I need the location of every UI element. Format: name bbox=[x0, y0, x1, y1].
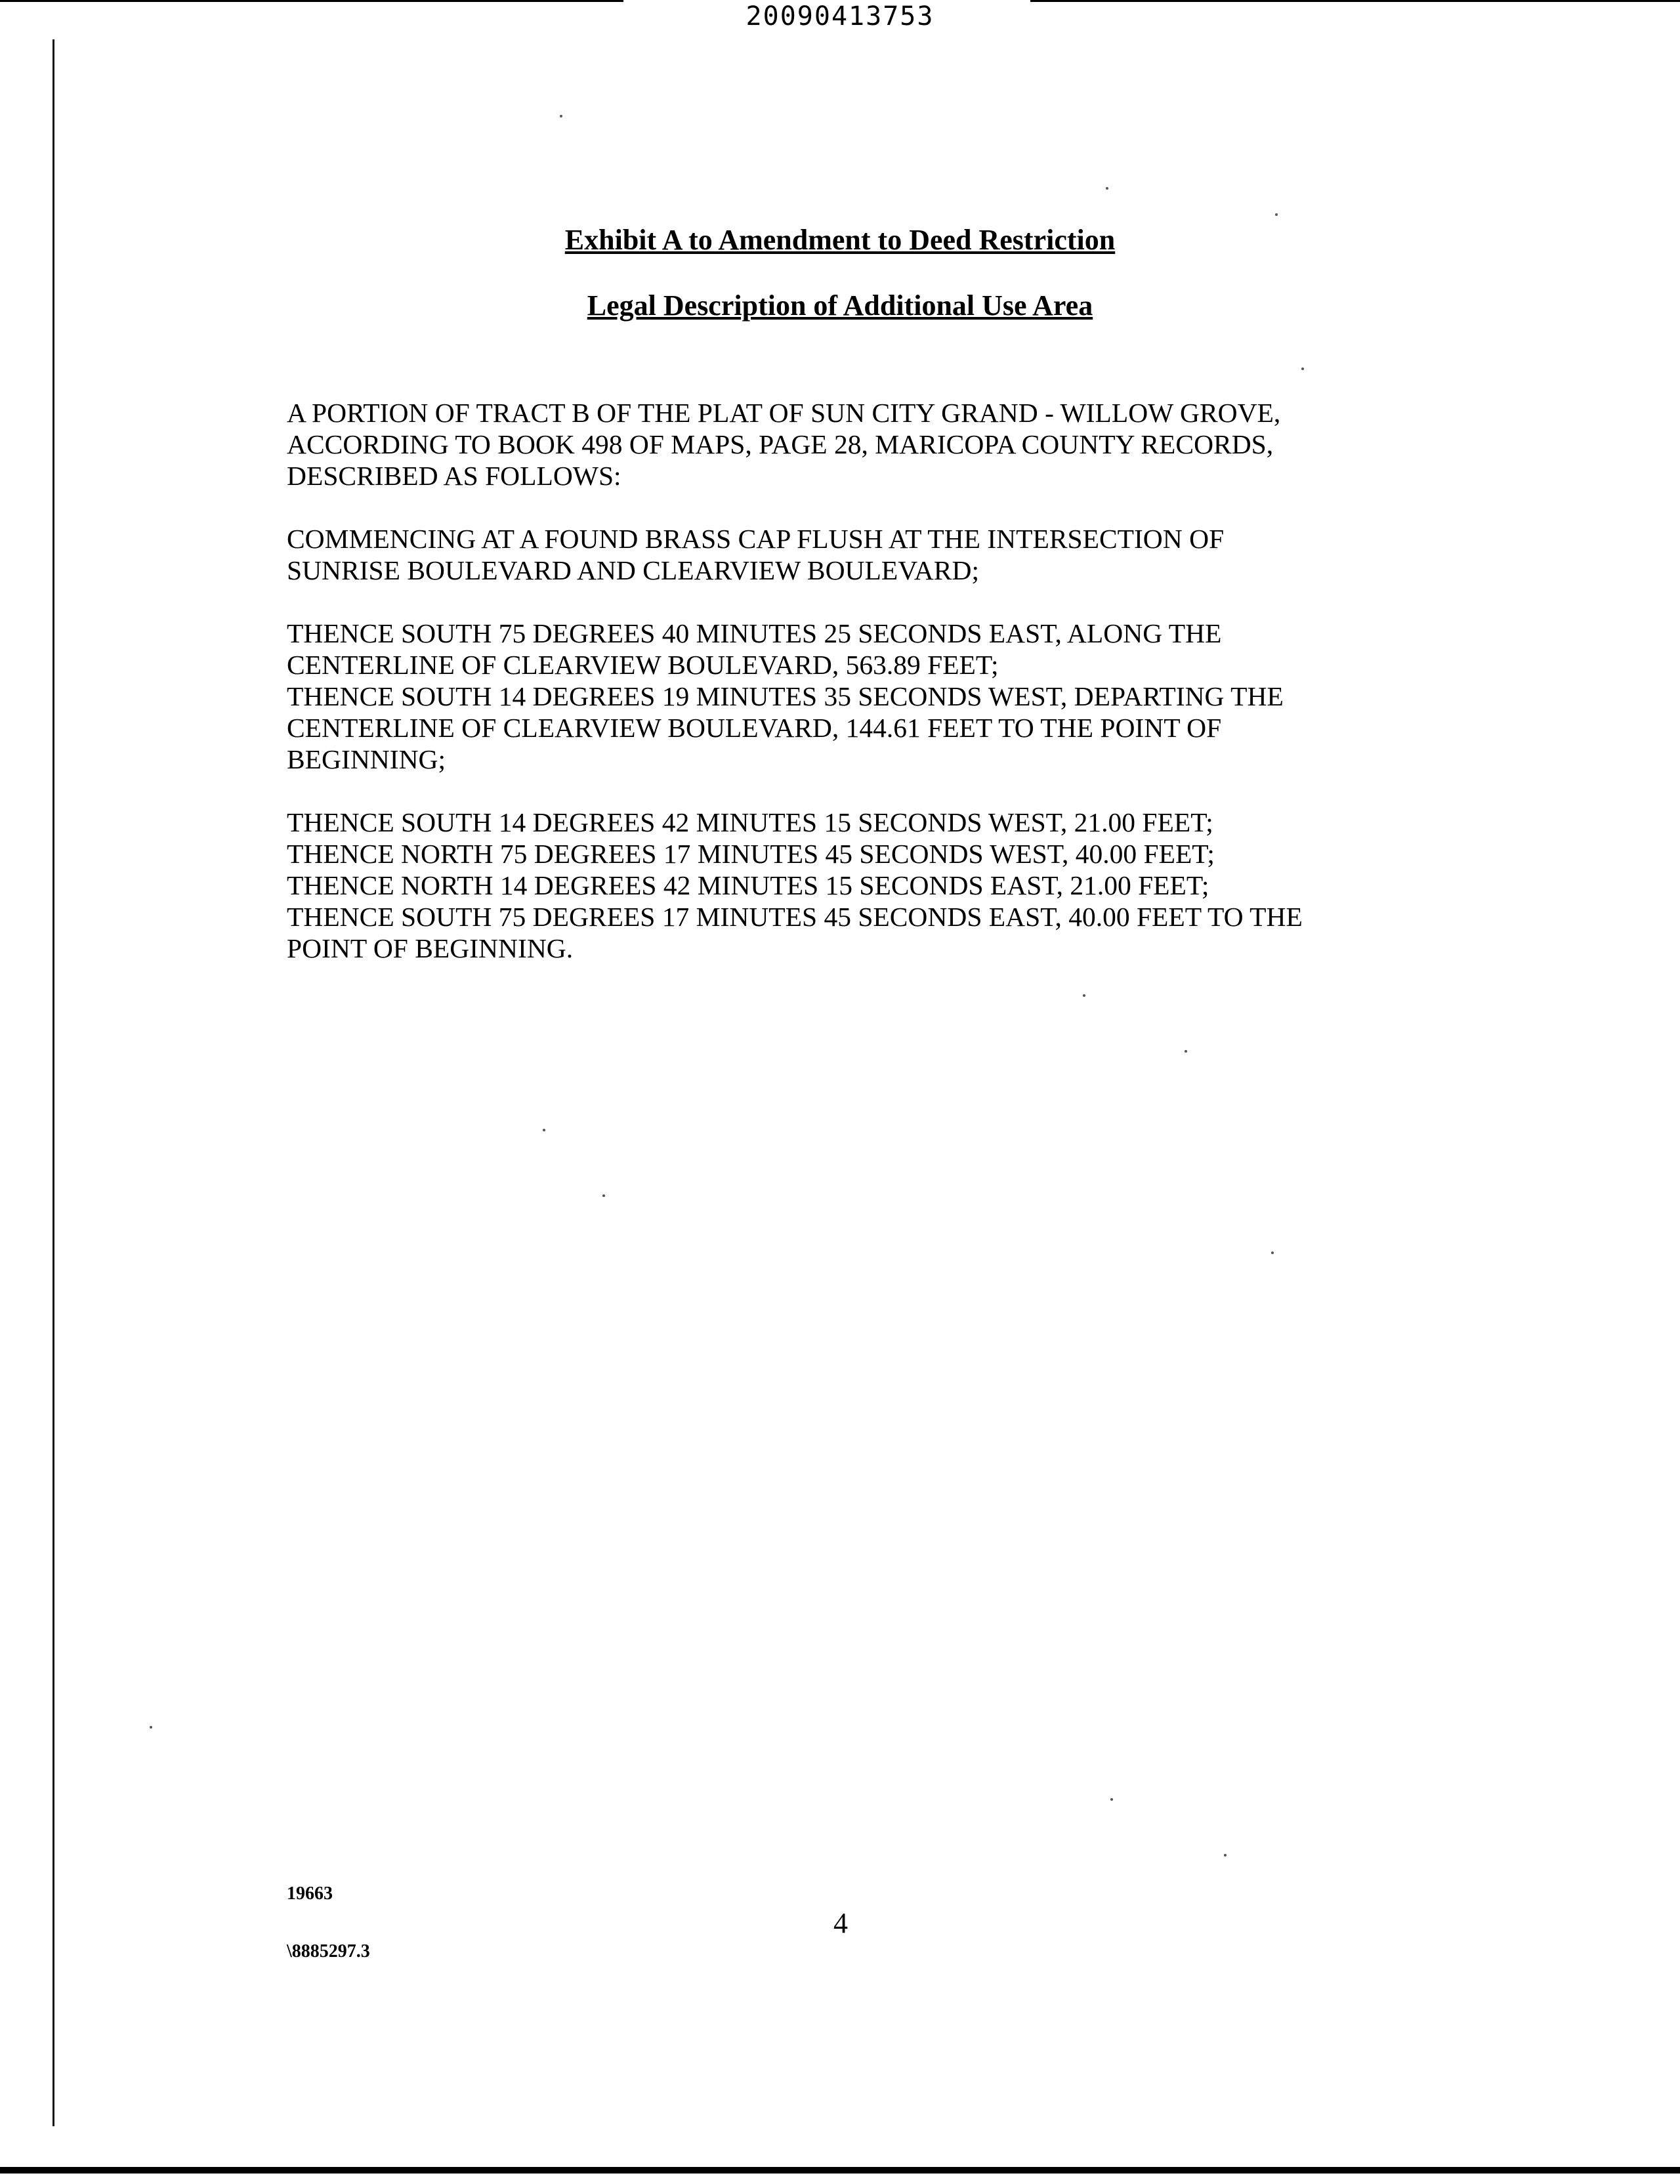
paragraph-commencing bbox=[287, 523, 1402, 586]
text-line: SUNRISE BOULEVARD AND CLEARVIEW BOULEVARD; bbox=[287, 555, 979, 585]
scan-speck bbox=[602, 1194, 605, 1197]
exhibit-title: Exhibit A to Amendment to Deed Restriction bbox=[564, 224, 1116, 256]
legal-description-body bbox=[287, 397, 1402, 996]
text-line: ACCORDING TO BOOK 498 OF MAPS, PAGE 28, MARICOPA COUNTY RECORDS, bbox=[287, 429, 1274, 459]
scan-speck bbox=[543, 1129, 545, 1131]
text-line: CENTERLINE OF CLEARVIEW BOULEVARD, 144.61 FEET TO THE POINT OF bbox=[287, 713, 1222, 743]
paragraph-to-beginning bbox=[287, 618, 1402, 775]
text-line: COMMENCING AT A FOUND BRASS CAP FLUSH AT THE INTERSECTION OF bbox=[287, 524, 1225, 554]
footer-file-code: 19663 bbox=[287, 1883, 333, 1904]
scan-speck bbox=[150, 1726, 152, 1729]
text-line: THENCE NORTH 14 DEGREES 42 MINUTES 15 SECONDS EAST, 21.00 FEET; bbox=[287, 870, 1209, 900]
page-number: 4 bbox=[833, 1907, 848, 1939]
footer-document-id: \8885297.3 bbox=[287, 1941, 370, 1962]
scan-speck bbox=[1301, 368, 1304, 370]
scan-border-bottom bbox=[0, 2167, 1680, 2174]
text-line: THENCE SOUTH 14 DEGREES 42 MINUTES 15 SECONDS WEST, 21.00 FEET; bbox=[287, 807, 1213, 837]
scan-speck bbox=[1185, 1050, 1187, 1053]
scan-speck bbox=[1106, 187, 1108, 190]
text-line: DESCRIBED AS FOLLOWS: bbox=[287, 461, 621, 491]
scan-border-left bbox=[52, 39, 54, 2126]
scan-speck bbox=[1271, 1251, 1274, 1254]
text-line: CENTERLINE OF CLEARVIEW BOULEVARD, 563.89 FEET; bbox=[287, 650, 999, 680]
text-line: POINT OF BEGINNING. bbox=[287, 933, 574, 963]
paragraph-boundary-courses bbox=[287, 807, 1402, 964]
recording-number: 20090413753 bbox=[746, 1, 934, 32]
text-line: THENCE SOUTH 75 DEGREES 40 MINUTES 25 SECONDS EAST, ALONG THE bbox=[287, 618, 1222, 648]
scan-speck bbox=[560, 115, 562, 117]
text-line: THENCE SOUTH 14 DEGREES 19 MINUTES 35 SECONDS WEST, DEPARTING THE bbox=[287, 681, 1284, 711]
scan-speck bbox=[1083, 994, 1085, 997]
scan-speck bbox=[1275, 213, 1278, 216]
legal-description-title: Legal Description of Additional Use Area bbox=[587, 289, 1093, 322]
text-line: THENCE NORTH 75 DEGREES 17 MINUTES 45 SECONDS WEST, 40.00 FEET; bbox=[287, 839, 1215, 869]
scan-speck bbox=[1110, 1798, 1113, 1801]
text-line: THENCE SOUTH 75 DEGREES 17 MINUTES 45 SECONDS EAST, 40.00 FEET TO THE bbox=[287, 902, 1303, 932]
text-line: BEGINNING; bbox=[287, 744, 446, 774]
scan-speck bbox=[1224, 1854, 1227, 1857]
paragraph-parcel bbox=[287, 397, 1402, 492]
text-line: A PORTION OF TRACT B OF THE PLAT OF SUN CITY GRAND - WILLOW GROVE, bbox=[287, 398, 1281, 428]
